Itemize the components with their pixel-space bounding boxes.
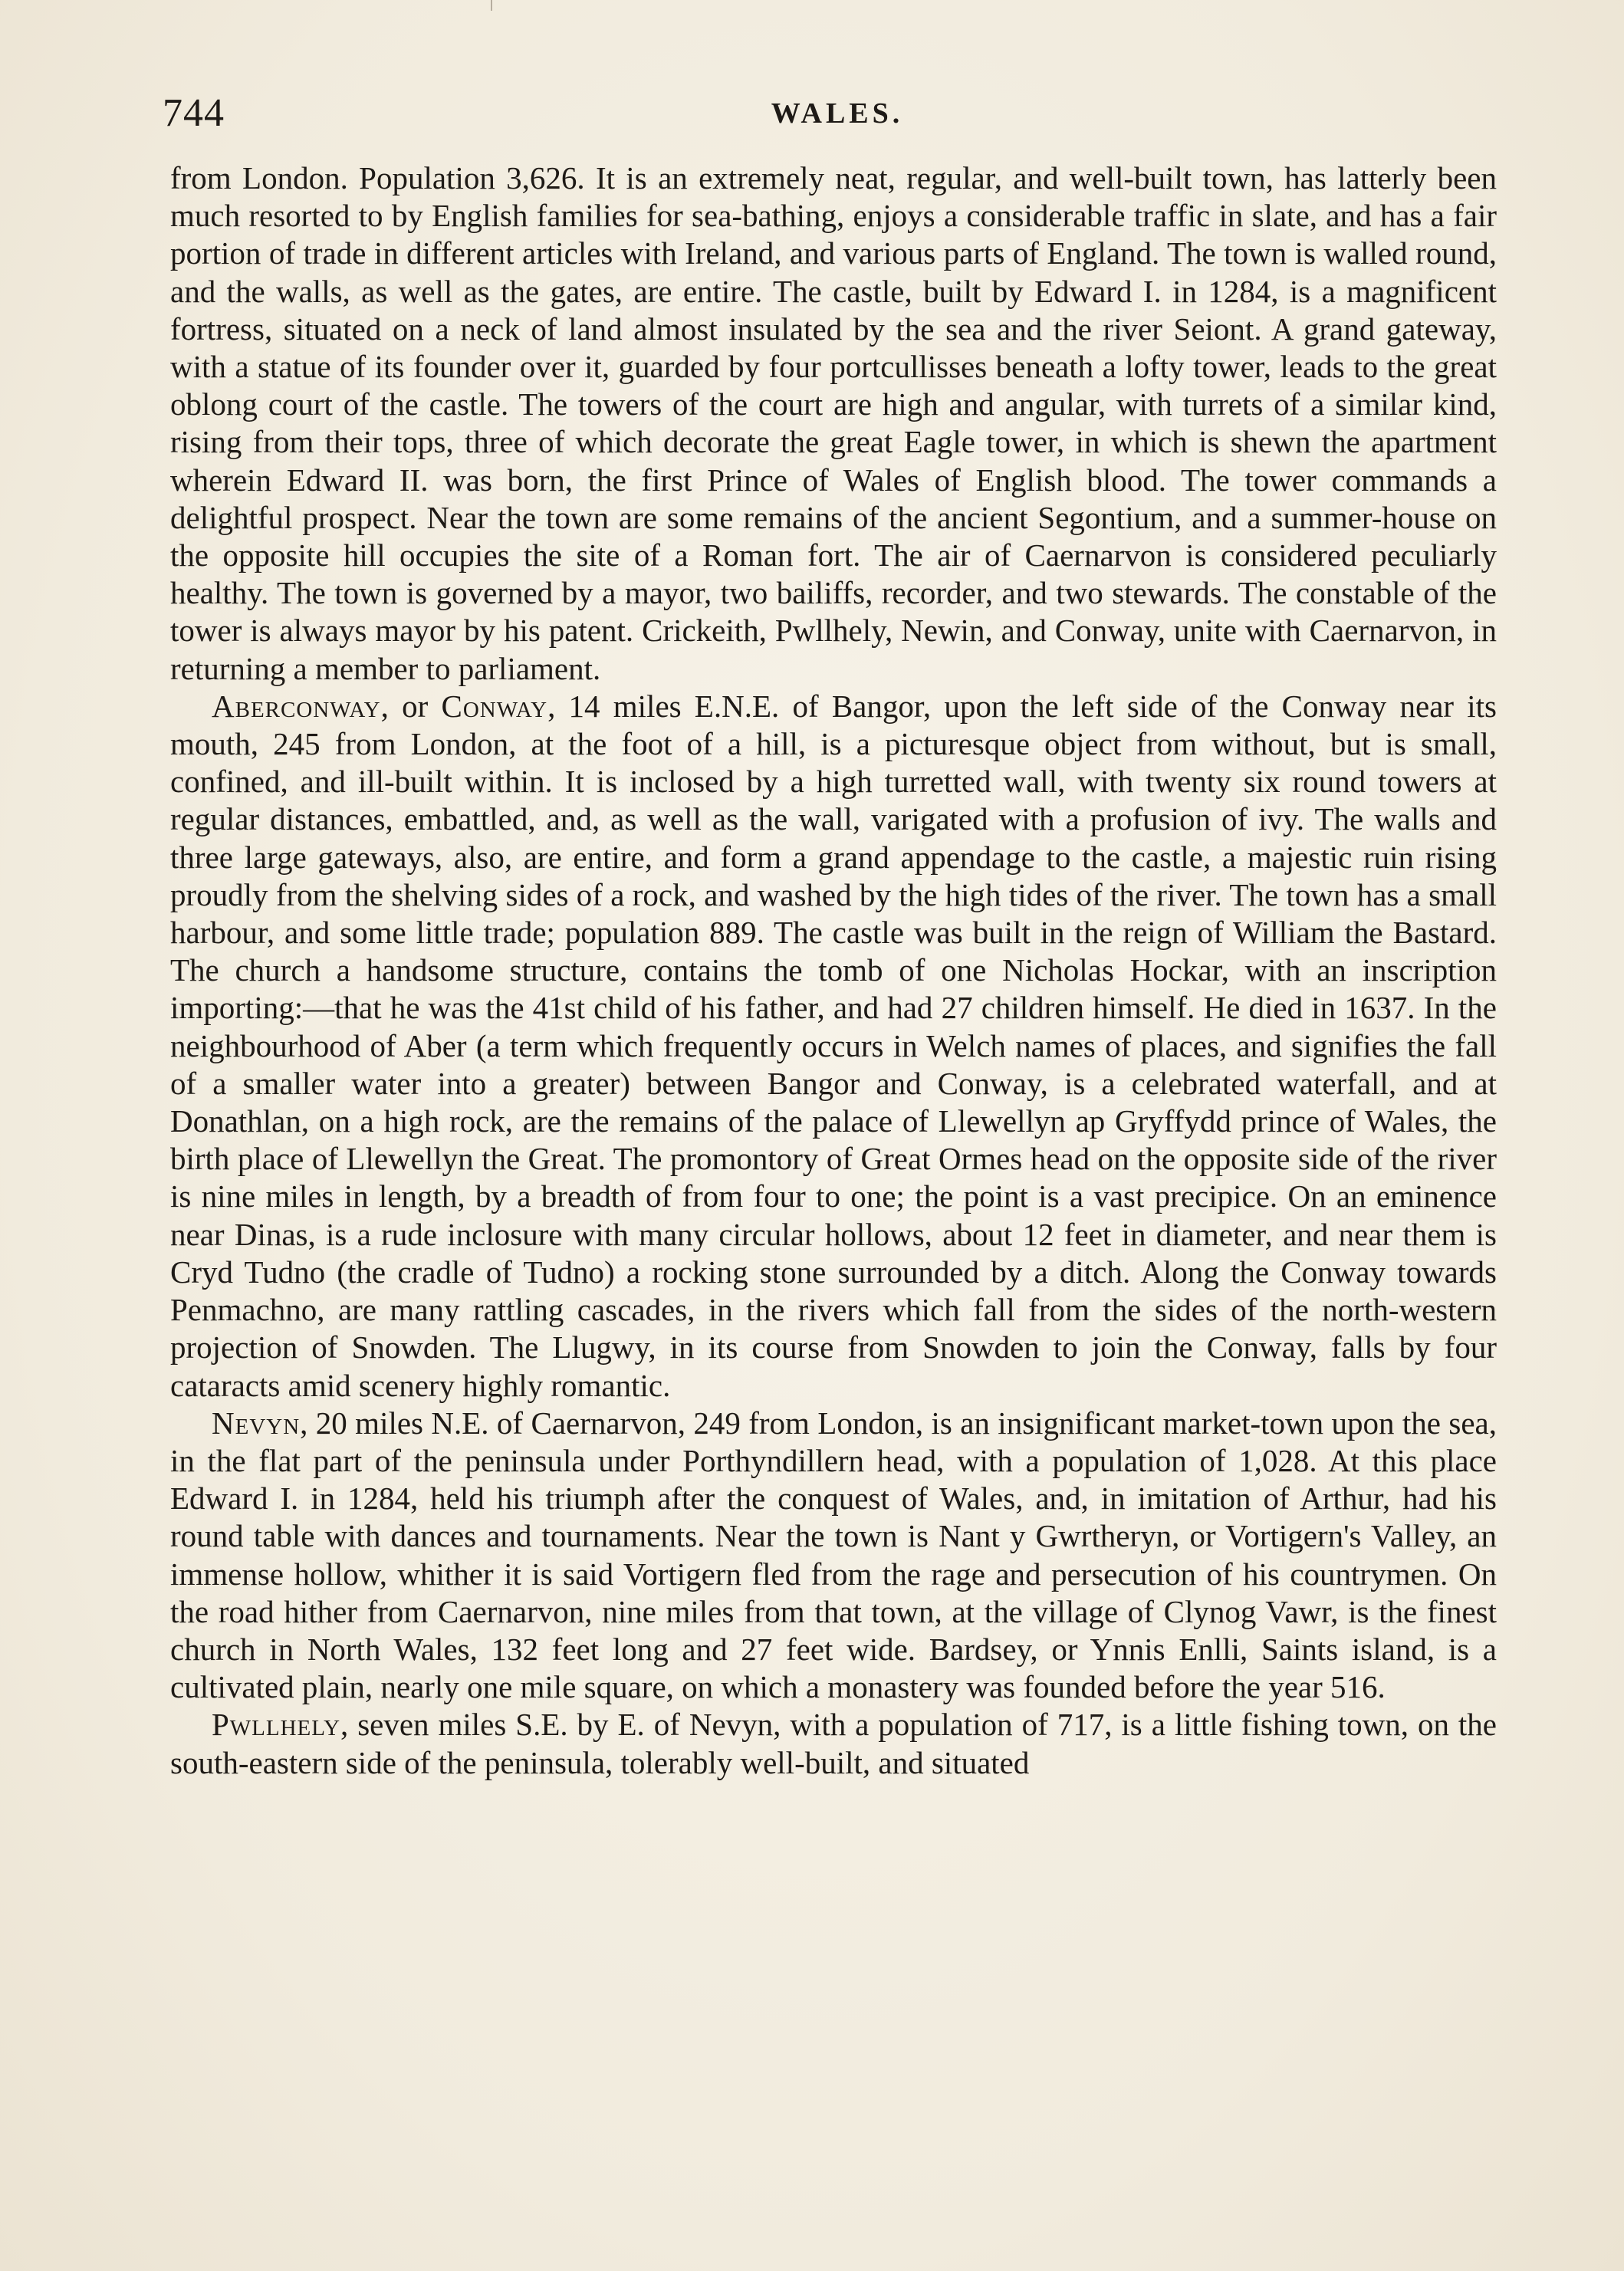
entry-heading: Pwllhely xyxy=(212,1707,341,1743)
entry-heading: Nevyn xyxy=(212,1405,301,1441)
paragraph-text: from London. Population 3,626. It is an extremely neat, regular, and well-built town, has latterly been much resorted to by English families for sea-bathing, enjoys a considerable traffic in slate, and has a fair portion of trade in different articles with Ireland, and various parts of England. The town is walled round, and the walls, as well as the gates, are entire. The castle, built by Edward I. in 1284, is a magnificent fortress, situated on a neck of land almost insulated by the sea and the river Seiont. A grand gateway, with a statue of its founder over it, guarded by four portcullisses beneath a lofty tower, leads to the great oblong court of the castle. The towers of the court are high and angular, with turrets of a similar kind, rising from their tops, three of which decorate the great Eagle tower, in which is shewn the apartment wherein Edward II. was born, the first Prince of Wales of English blood. The tower commands a delightful prospect. Near the town are some remains of the ancient Segontium, and a summer-house on the opposite hill occupies the site of a Roman fort. The air of Caernarvon is considered peculiarly healthy. The town is governed by a mayor, two bailiffs, recorder, and two stewards. The constable of the tower is always mayor by his patent. Crickeith, Pwllhely, Newin, and Conway, unite with Caernarvon, in returning a member to parliament. xyxy=(170,160,1497,686)
running-head: WALES. xyxy=(771,97,904,130)
entry-heading-alt: Conway xyxy=(441,688,548,724)
entry-pwllhely xyxy=(170,1706,1497,1781)
entry-text: , 20 miles N.E. of Caernarvon, 249 from London, is an insignificant market-town upon the sea, in the flat part of the peninsula under Porthyndillern head, with a population of 1,028. At this place Edward I. in 1284, held his triumph after the conquest of Wales, and, in imitation of Arthur, had his round table with dances and tournaments. Near the town is Nant y Gwrtheryn, or Vortigern's Valley, an immense hollow, whither it is said Vortigern fled from the rage and persecution of his countrymen. On the road hither from Caernarvon, nine miles from that town, at the village of Clynog Vawr, is the finest church in North Wales, 132 feet long and 27 feet wide. Bardsey, or Ynnis Enlli, Saints island, is a cultivated plain, nearly one mile square, on which a monastery was founded before the year 516. xyxy=(170,1405,1497,1705)
paragraph-caernarvon-continued xyxy=(170,159,1497,688)
entry-nevyn xyxy=(170,1405,1497,1707)
page-header xyxy=(163,90,1512,144)
body-text xyxy=(170,159,1497,1782)
entry-heading: Aberconway xyxy=(212,688,381,724)
page-number: 744 xyxy=(163,91,225,135)
entry-heading-connector: , or xyxy=(380,688,442,724)
entry-text: , 14 miles E.N.E. of Bangor, upon the left side of the Conway near its mouth, 245 from London, at the foot of a hill, is a picturesque object from without, but is small, confined, and ill-built within. It is inclosed by a high turretted wall, with twenty six round towers at regular distances, embattled, and, as well as the wall, varigated with a profusion of ivy. The walls and three large gateways, also, are entire, and form a grand appendage to the castle, a majestic ruin rising proudly from the shelving sides of a rock, and washed by the high tides of the river. The town has a small harbour, and some little trade; population 889. The castle was built in the reign of William the Bastard. The church a handsome structure, contains the tomb of one Nicholas Hockar, with an inscription importing:—that he was the 41st child of his father, and had 27 children himself. He died in 1637. In the neighbourhood of Aber (a term which frequently occurs in Welch names of places, and signifies the fall of a smaller water into a greater) between Bangor and Conway, is a celebrated waterfall, and at Donathlan, on a high rock, are the remains of the palace of Llewellyn ap Gryffydd prince of Wales, the birth place of Llewellyn the Great. The promontory of Great Ormes head on the opposite side of the river is nine miles in length, by a breadth of from four to one; the point is a vast precipice. On an eminence near Dinas, is a rude inclosure with many circular hollows, about 12 feet in diameter, and near them is Cryd Tudno (the cradle of Tudno) a rocking stone surrounded by a ditch. Along the Conway towards Penmachno, are many rattling cascades, in the rivers which fall from the sides of the north-western projection of Snowden. The Llugwy, in its course from Snowden to join the Conway, falls by four cataracts amid scenery highly romantic. xyxy=(170,688,1497,1403)
entry-aberconway xyxy=(170,688,1497,1405)
page-mark xyxy=(491,0,492,11)
entry-text: , seven miles S.E. by E. of Nevyn, with a population of 717, is a little fishing town, on the south-eastern side of the peninsula, tolerably well-built, and situated xyxy=(170,1707,1497,1780)
